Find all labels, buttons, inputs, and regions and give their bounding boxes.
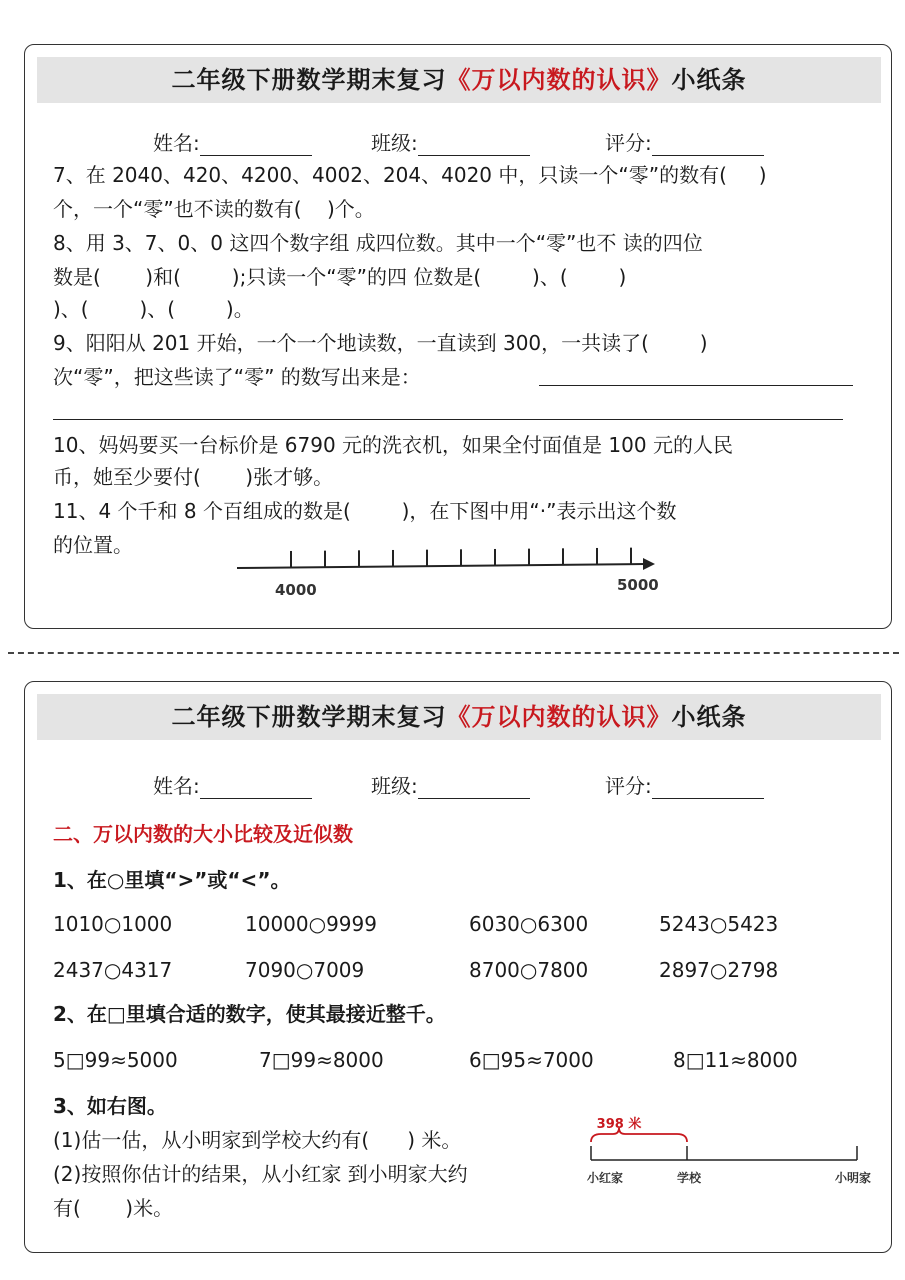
compare-item: 8700○7800: [469, 958, 589, 982]
q3-prompt: 3、如右图。: [53, 1094, 167, 1118]
score-label: 评分:: [605, 131, 652, 155]
number-line-axis: [237, 564, 645, 568]
compare-item: 7090○7009: [245, 958, 365, 982]
question-line: 8、用 3、7、0、0 这四个数字组 成四位数。其中一个“零”也不 读的四位: [53, 231, 703, 255]
title-highlight: 《万以内数的认识》: [446, 66, 672, 94]
title-suffix: 小纸条: [671, 66, 747, 94]
class-label: 班级:: [371, 131, 418, 155]
question-line: )、( )、( )。: [53, 297, 254, 321]
question-line: 次“零”，把这些读了“零” 的数写出来是：: [53, 365, 421, 389]
title-highlight: 《万以内数的认识》: [446, 703, 672, 731]
question-line: 10、妈妈要买一台标价是 6790 元的洗衣机，如果全付面值是 100 元的人民: [53, 433, 733, 457]
title-suffix: 小纸条: [671, 703, 747, 731]
distance-label: 398 米: [596, 1117, 642, 1132]
review-card-1: [24, 44, 892, 629]
compare-item: 2897○2798: [659, 958, 779, 982]
q3-line: (1)估一估，从小明家到学校大约有( ) 米。: [53, 1128, 462, 1152]
number-line-end-label: 5000: [617, 576, 659, 594]
title-prefix: 二年级下册数学期末复习: [171, 66, 447, 94]
number-line-start-label: 4000: [275, 581, 317, 599]
review-card-2: [24, 681, 892, 1253]
number-line-arrow: [643, 558, 655, 570]
q3-line: (2)按照你估计的结果，从小红家 到小明家大约: [53, 1162, 468, 1186]
compare-item: 2437○4317: [53, 958, 173, 982]
distance-diagram: [25, 682, 891, 1252]
approx-item: 7□99≈8000: [259, 1048, 384, 1072]
approx-item: 6□95≈7000: [469, 1048, 594, 1072]
q3-line: 有( )米。: [53, 1196, 174, 1220]
approx-item: 8□11≈8000: [673, 1048, 798, 1072]
question-line: 9、阳阳从 201 开始，一个一个地读数，一直读到 300，一共读了( ): [53, 331, 708, 355]
xiaoming-home-label: 小明家: [834, 1171, 872, 1185]
compare-item: 6030○6300: [469, 912, 589, 936]
question-line: 个，一个“零”也不读的数有( )个。: [53, 197, 375, 221]
score-label: 评分:: [605, 774, 652, 798]
name-label: 姓名:: [153, 774, 200, 798]
number-line[interactable]: [25, 45, 891, 628]
class-label: 班级:: [371, 774, 418, 798]
compare-item: 1010○1000: [53, 912, 173, 936]
section-heading: 二、万以内数的大小比较及近似数: [53, 822, 353, 846]
title-prefix: 二年级下册数学期末复习: [171, 703, 447, 731]
cut-line: [8, 652, 899, 654]
compare-item: 10000○9999: [245, 912, 377, 936]
question-line: 的位置。: [53, 533, 133, 557]
question-line: 数是( )和( );只读一个“零”的四 位数是( )、( ): [53, 265, 627, 289]
question-line: 11、4 个千和 8 个百组成的数是( )，在下图中用“·”表示出这个数: [53, 499, 677, 523]
q2-prompt: 2、在□里填合适的数字，使其最接近整千。: [53, 1002, 446, 1026]
compare-item: 5243○5423: [659, 912, 779, 936]
question-line: 7、在 2040、420、4200、4002、204、4020 中，只读一个“零”的数有( ): [53, 163, 767, 187]
q1-prompt: 1、在○里填“>”或“<”。: [53, 868, 291, 892]
xiaohong-home-label: 小红家: [586, 1171, 624, 1185]
school-label: 学校: [676, 1171, 702, 1185]
question-line: 币，她至少要付( )张才够。: [53, 465, 334, 489]
name-label: 姓名:: [153, 131, 200, 155]
approx-item: 5□99≈5000: [53, 1048, 178, 1072]
